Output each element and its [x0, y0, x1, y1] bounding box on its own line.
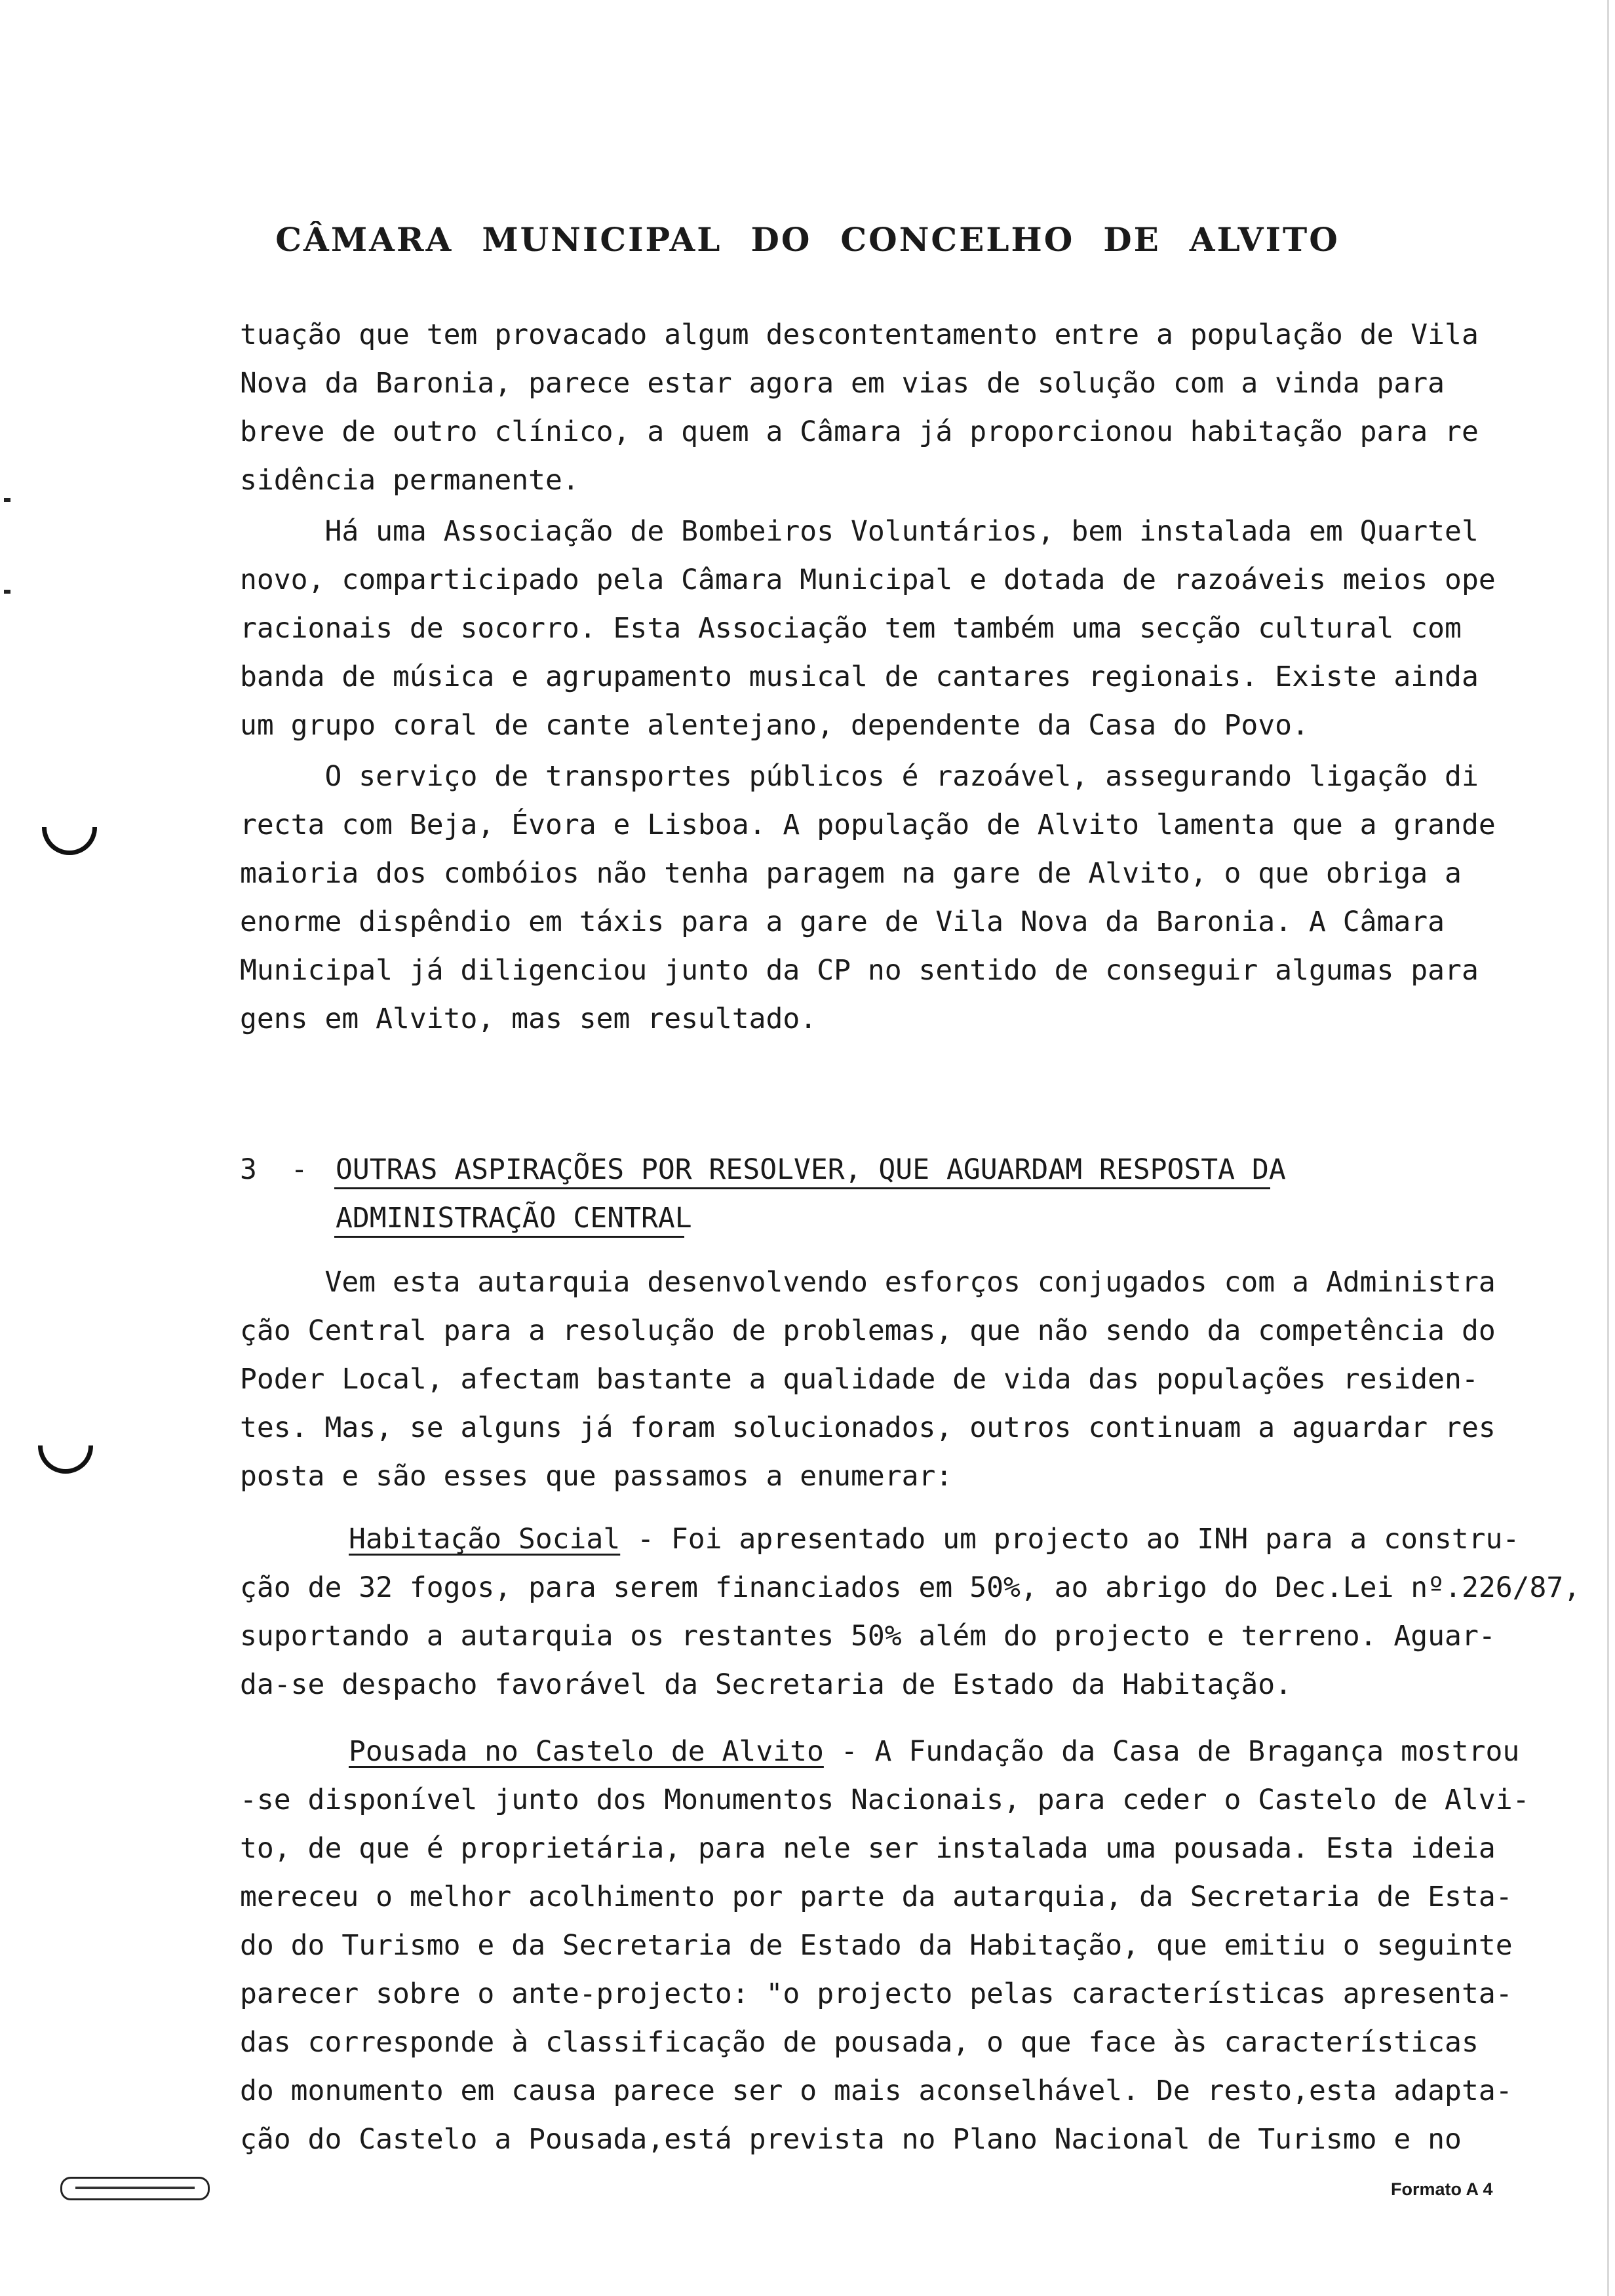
header-word: DE — [1103, 220, 1161, 259]
margin-mark — [4, 498, 10, 502]
text-line: da-se despacho favorável da Secretaria de Estado da Habitação. — [240, 1668, 1293, 1701]
header-word: DO — [750, 220, 812, 259]
text-line: ção Central para a resolução de problemas, que não sendo da competência do — [240, 1314, 1496, 1347]
text-line: racionais de socorro. Esta Associação tem também uma secção cultural com — [240, 612, 1462, 645]
text-line: Nova da Baronia, parece estar agora em vias de solução com a vinda para — [240, 367, 1445, 400]
text-line: do do Turismo e da Secretaria de Estado da Habitação, que emitiu o seguinte — [240, 1929, 1513, 1962]
text-line: Municipal já diligenciou junto da CP no sentido de conseguir algumas para — [240, 954, 1479, 987]
item-text: - Foi apresentado um projecto ao INH para a constru- — [620, 1523, 1520, 1556]
text-line: tes. Mas, se alguns já foram solucionados, outros continuam a aguardar res — [240, 1411, 1496, 1444]
item-title: Pousada no Castelo de Alvito — [349, 1735, 824, 1768]
text-line: breve de outro clínico, a quem a Câmara já proporcionou habitação para re — [240, 415, 1479, 448]
text-line: posta e são esses que passamos a enumerar: — [240, 1460, 953, 1493]
text-line: suportando a autarquia os restantes 50% além do projecto e terreno. Aguar- — [240, 1620, 1496, 1653]
item-title: Habitação Social — [349, 1523, 621, 1556]
text-line: sidência permanente. — [240, 464, 579, 497]
section-title-underline — [334, 1187, 1270, 1189]
text-line: gens em Alvito, mas sem resultado. — [240, 1003, 817, 1035]
text-line: ção do Castelo a Pousada,está prevista no Plano Nacional de Turismo e no — [240, 2123, 1462, 2156]
text-line: das corresponde à classificação de pousada, o que face às características — [240, 2026, 1479, 2059]
header-word: MUNICIPAL — [482, 220, 722, 259]
text-line: um grupo coral de cante alentejano, dependente da Casa do Povo. — [240, 709, 1309, 742]
text-line: do monumento em causa parece ser o mais aconselhável. De resto,esta adapta- — [240, 2075, 1513, 2107]
header-word: CONCELHO — [840, 220, 1075, 259]
section-title-line: ADMINISTRAÇÃO CENTRAL — [336, 1202, 692, 1234]
text-line: Há uma Associação de Bombeiros Voluntários, bem instalada em Quartel — [240, 515, 1479, 548]
text-line: tuação que tem provacado algum descontentamento entre a população de Vila — [240, 318, 1479, 351]
text-line: Vem esta autarquia desenvolvendo esforços conjugados com a Administra — [240, 1266, 1496, 1299]
text-line — [349, 1735, 1528, 1768]
text-line: banda de música e agrupamento musical de cantares regionais. Existe ainda — [240, 660, 1479, 693]
text-line — [349, 1523, 1528, 1556]
text-line: ção de 32 fogos, para serem financiados em 50%, ao abrigo do Dec.Lei nº.226/87, — [240, 1571, 1581, 1604]
text-line: to, de que é proprietária, para nele ser instalada uma pousada. Esta ideia — [240, 1832, 1496, 1865]
punch-hole-mark — [42, 827, 97, 855]
margin-mark — [4, 590, 10, 594]
text-line: novo, comparticipado pela Câmara Municipal e dotada de razoáveis meios ope — [240, 564, 1496, 596]
text-line: O serviço de transportes públicos é razoável, assegurando ligação di — [240, 760, 1479, 793]
text-line: mereceu o melhor acolhimento por parte da autarquia, da Secretaria de Esta- — [240, 1881, 1513, 1913]
text-line: parecer sobre o ante-projecto: "o projecto pelas características apresenta- — [240, 1978, 1513, 2010]
punch-hole-mark — [38, 1445, 93, 1474]
text-line: -se disponível junto dos Monumentos Nacionais, para ceder o Castelo de Alvi- — [240, 1784, 1530, 1816]
text-line: enorme dispêndio em táxis para a gare de Vila Nova da Baronia. A Câmara — [240, 906, 1445, 938]
text-line: Poder Local, afectam bastante a qualidade de vida das populações residen- — [240, 1363, 1479, 1396]
printer-stamp — [60, 2177, 210, 2200]
header-word: CÂMARA — [275, 220, 454, 259]
header-word: ALVITO — [1189, 220, 1340, 259]
item-text: - A Fundação da Casa de Bragança mostrou — [823, 1735, 1520, 1768]
paper-format-label: Formato A 4 — [1391, 2179, 1493, 2199]
text-line: maioria dos combóios não tenha paragem na gare de Alvito, o que obriga a — [240, 857, 1462, 890]
page-edge — [1607, 0, 1609, 2296]
text-line: recta com Beja, Évora e Lisboa. A população de Alvito lamenta que a grande — [240, 809, 1496, 841]
section-title-line: OUTRAS ASPIRAÇÕES POR RESOLVER, QUE AGUARDAM RESPOSTA DA — [336, 1153, 1286, 1186]
page-header — [0, 220, 1615, 259]
section-number: 3 - — [240, 1153, 308, 1186]
section-title-underline — [334, 1236, 684, 1238]
